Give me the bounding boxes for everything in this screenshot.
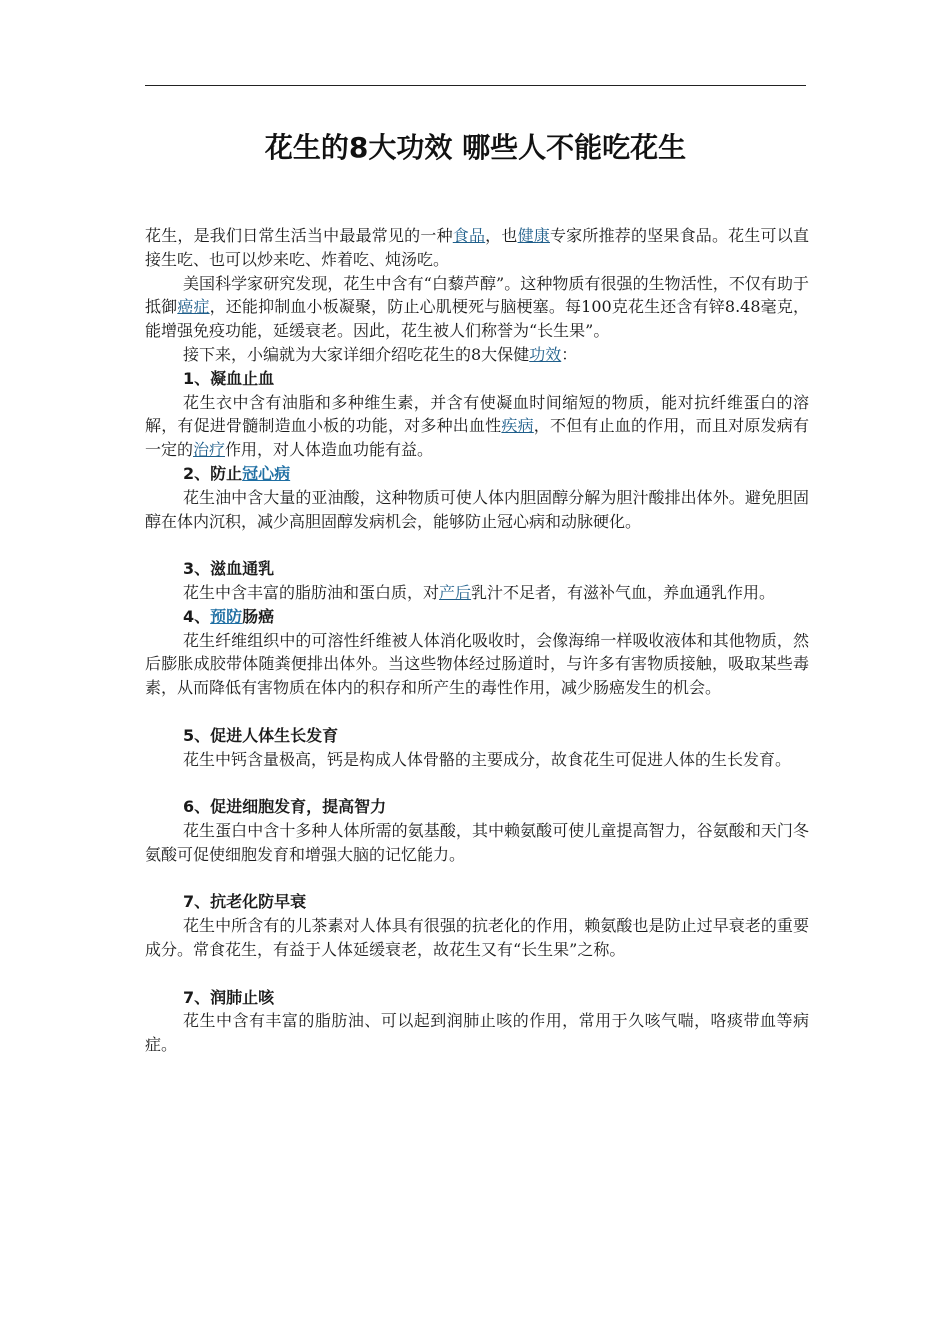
link-disease[interactable]: 疾病: [501, 416, 534, 436]
link-health[interactable]: 健康: [517, 226, 550, 245]
header-rule: [145, 85, 806, 86]
section-8-body: 花生中含有丰富的脂肪油、可以起到润肺止咳的作用，常用于久咳气喘，咯痰带血等病症。: [145, 1011, 809, 1055]
section-3-body: 花生中含丰富的脂肪油和蛋白质，对产后乳汁不足者，有滋补气血，养血通乳作用。: [183, 582, 776, 602]
page-title: 花生的8大功效 哪些人不能吃花生: [264, 131, 687, 164]
intro-paragraph: 花生，是我们日常生活当中最最常见的一种食品，也健康专家所推荐的坚果食品。花生可以直接生吃、也可以炒来吃、炸着吃、炖汤吃。: [145, 226, 809, 269]
section-4-heading: 4、预防肠癌: [183, 606, 275, 626]
link-treatment[interactable]: 治疗: [193, 440, 226, 460]
section-6-heading: 6、促进细胞发育，提高智力: [183, 797, 387, 817]
section-2-body: 花生油中含大量的亚油酸，这种物质可使人体内胆固醇分解为胆汁酸排出体外。避免胆固醇在体内沉积，减少高胆固醇发病机会，能够防止冠心病和动脉硬化。: [145, 487, 809, 531]
section-2-heading: 2、防止冠心病: [183, 463, 291, 483]
section-5-body: 花生中钙含量极高，钙是构成人体骨骼的主要成分，故食花生可促进人体的生长发育。: [183, 749, 792, 769]
section-7-body: 花生中所含有的儿茶素对人体具有很强的抗老化的作用，赖氨酸也是防止过早衰老的重要成分。常食花生，有益于人体延缓衰老，故花生又有“长生果”之称。: [145, 916, 809, 959]
section-5-heading: 5、促进人体生长发育: [183, 725, 339, 745]
link-postpartum[interactable]: 产后: [439, 582, 472, 602]
research-paragraph: 美国科学家研究发现，花生中含有“白藜芦醇”。这种物质有很强的生物活性，不仅有助于抵御癌症，还能抑制血小板凝聚，防止心肌梗死与脑梗塞。每100克花生还含有锌8.48毫克，能增强免疫功能，延缓衰老。因此，花生被人们称誉为“长生果”。: [145, 273, 809, 341]
section-1-body: 花生衣中含有油脂和多种维生素，并含有使凝血时间缩短的物质，能对抗纤维蛋白的溶解，有促进骨髓制造血小板的功能，对多种出血性疾病，不但有止血的作用，而且对原发病有一定的治疗作用，对人体造血功能有益。: [145, 392, 809, 460]
link-prevention[interactable]: 预防: [210, 606, 243, 626]
link-efficacy[interactable]: 功效: [529, 344, 562, 364]
section-3-heading: 3、滋血通乳: [183, 559, 275, 579]
link-cancer[interactable]: 癌症: [177, 297, 210, 317]
section-1-heading: 1、凝血止血: [183, 368, 275, 388]
lead-in-paragraph: 接下来，小编就为大家详细介绍吃花生的8大保健功效：: [183, 344, 578, 364]
section-4-body: 花生纤维组织中的可溶性纤维被人体消化吸收时，会像海绵一样吸收液体和其他物质，然后膨胀成胶带体随粪便排出体外。当这些物体经过肠道时，与许多有害物质接触，吸取某些毒素，从而降低有害物质在体内的积存和所产生的毒性作用，减少肠癌发生的机会。: [145, 630, 809, 698]
link-coronary-heart-disease[interactable]: 冠心病: [242, 463, 291, 483]
section-8-heading: 7、润肺止咳: [183, 987, 275, 1007]
section-6-body: 花生蛋白中含十多种人体所需的氨基酸，其中赖氨酸可使儿童提高智力，谷氨酸和天门冬氨酸可促使细胞发育和增强大脑的记忆能力。: [145, 820, 809, 864]
article-body: [145, 224, 809, 1057]
section-7-heading: 7、抗老化防早衰: [183, 892, 307, 912]
link-food[interactable]: 食品: [452, 226, 486, 245]
